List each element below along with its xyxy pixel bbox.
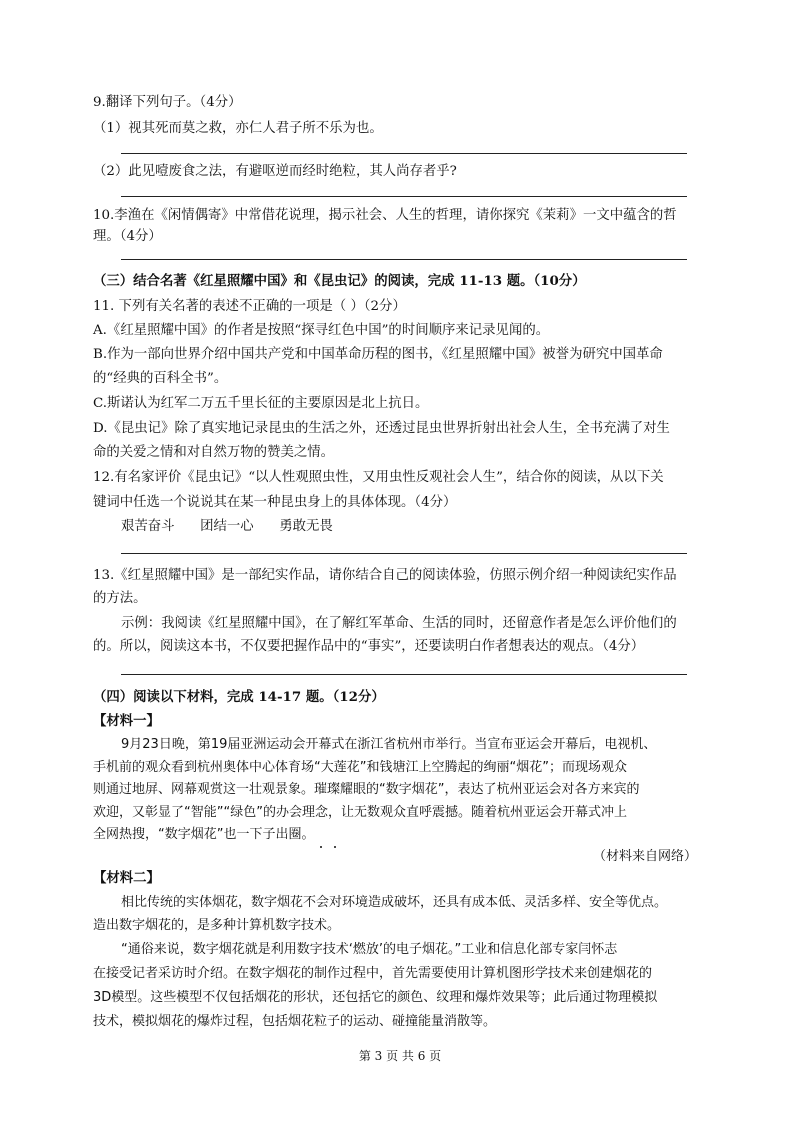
q13-example-line-2: 的。所以，阅读这本书，不仅要把握作品中的“事实”，还要读明白作者想表达的观点。（4分） — [93, 639, 645, 654]
material-2-label: 【材料二】 — [93, 870, 160, 886]
q11-option-c: C.斯诺认为红军二万五千里长征的主要原因是北上抗日。 — [93, 396, 429, 411]
q13-example-line-1: 示例：我阅读《红星照耀中国》，在了解红军革命、生活的同时，还留意作者是怎么评价他们的 — [121, 616, 677, 631]
section-3-title: （三）结合名著《红星照耀中国》和《昆虫记》的阅读，完成 11-13 题。（10分） — [93, 273, 586, 289]
answer-line — [121, 553, 687, 554]
q10-line-2: 理。（4分） — [93, 229, 162, 244]
material-1-line-3: 则通过地屏、网幕观赏这一壮观景象。璀璨耀眼的“数字烟花”，表达了杭州亚运会对各方来宾的 — [93, 782, 640, 797]
material-2-line-1: 相比传统的实体烟花，数字烟花不会对环境造成破坏，还具有成本低、灵活多样、安全等优点。 — [121, 895, 668, 910]
material-1-line-2: 手机前的观众看到杭州奥体中心体育场“大莲花”和钱塘江上空腾起的绚丽“烟花”；而现场观众 — [93, 760, 627, 775]
page-footer: 第 3 页 共 6 页 — [358, 1049, 442, 1063]
q11-option-b-line-2: 的“经典的百科全书”。 — [93, 371, 228, 386]
q11-option-d-line-1: D.《昆虫记》除了真实地记录昆虫的生活之外，还透过昆虫世界折射出社会人生，全书充满了对生 — [93, 421, 670, 436]
q13-line-2: 的方法。 — [93, 591, 147, 606]
material-2-line-2: 造出数字烟花的，是多种计算机数字技术。 — [93, 918, 341, 933]
material-1-label: 【材料一】 — [93, 713, 160, 729]
q11-title: 11. 下列有关名著的表述不正确的一项是（ ）（2分） — [93, 299, 406, 314]
q13-line-1: 13.《红星照耀中国》是一部纪实作品，请你结合自己的阅读体验，仿照示例介绍一种阅读纪实作品 — [93, 568, 677, 583]
section-4-title: （四）阅读以下材料，完成 14-17 题。（12分） — [93, 689, 385, 705]
material-1-line-1: 9月23日晚，第19届亚洲运动会开幕式在浙江省杭州市举行。当宣布亚运会开幕后，电视机、 — [121, 737, 657, 752]
q11-option-a: A.《红星照耀中国》的作者是按照“探寻红色中国”的时间顺序来记录见闻的。 — [93, 323, 550, 338]
material-1-source: （材料来自网络） — [592, 849, 697, 864]
material-1-line-4: 欢迎，又彰显了“智能”“绿色”的办会理念，让无数观众直呼震撼。随着杭州亚运会开幕式冲上 — [93, 805, 627, 820]
q12-keywords: 艰苦奋斗 团结一心 勇敢无畏 — [121, 519, 333, 534]
answer-line — [121, 196, 687, 197]
q9-title: 9.翻译下列句子。（4分） — [93, 95, 242, 110]
q9-sentence-2: （2）此见噎废食之法，有避呕逆而经时绝粒，其人尚存者乎? — [93, 164, 457, 179]
q12-line-2: 键词中任选一个说说其在某一种昆虫身上的具体体现。（4分） — [93, 495, 457, 510]
q12-line-1: 12.有名家评价《昆虫记》“以人性观照虫性，又用虫性反观社会人生”，结合你的阅读，从以下关 — [93, 470, 664, 485]
q9-sentence-1: （1）视其死而莫之救，亦仁人君子所不乐为也。 — [93, 121, 383, 136]
material-2-line-5: 3D模型。这些模型不仅包括烟花的形状，还包括它的颜色、纹理和爆炸效果等；此后通过物理模拟 — [93, 990, 658, 1005]
emphasis-dot — [334, 846, 336, 848]
answer-line — [121, 674, 687, 675]
q10-line-1: 10.李渔在《闲情偶寄》中常借花说理，揭示社会、人生的哲理，请你探究《茉莉》一文中蕴含的哲 — [93, 208, 677, 223]
material-2-line-4: 在接受记者采访时介绍。在数字烟花的制作过程中，首先需要使用计算机图形学技术来创建烟花的 — [93, 966, 653, 981]
material-2-line-3: “通俗来说，数字烟花就是利用数字技术‘燃放’的电子烟花。”工业和信息化部专家闫怀志 — [121, 942, 618, 957]
emphasis-dot — [320, 846, 322, 848]
material-1-line-5: 全网热搜，“数字烟花”也一下子出圈。 — [93, 827, 315, 842]
answer-line — [121, 153, 687, 154]
q11-option-d-line-2: 命的关爱之情和对自然万物的赞美之情。 — [93, 445, 335, 460]
material-2-line-6: 技术，模拟烟花的爆炸过程，包括烟花粒子的运动、碰撞能量消散等。 — [93, 1014, 497, 1029]
answer-line — [121, 259, 687, 260]
q11-option-b-line-1: B.作为一部向世界介绍中国共产党和中国革命历程的图书，《红星照耀中国》被誉为研究中国革命 — [93, 347, 663, 362]
